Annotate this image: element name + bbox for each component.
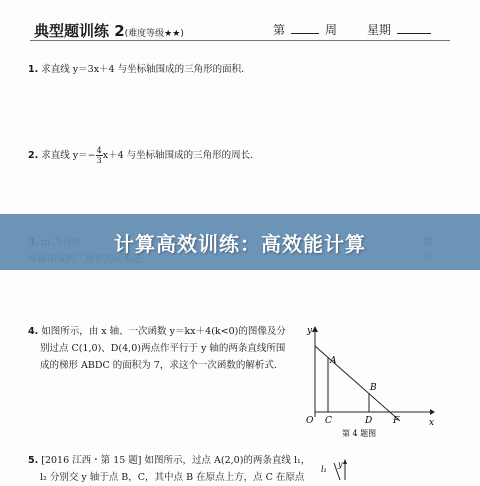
title-text: 典型题训练 2 (34, 22, 125, 40)
banner-text: 计算高效训练：高效能计算 (114, 231, 366, 256)
header-divider (30, 40, 450, 41)
week-blank (291, 21, 319, 34)
question-5 (28, 452, 338, 486)
label-d: D (365, 416, 373, 426)
question-line1: 如图所示，由 x 轴、一次函数 y＝kx＋4(k<0)的图像及分 (41, 326, 286, 337)
question-line1: [2016 江西・第 15 题] 如图所示，过点 A(2,0)的两条直线 l₁， (41, 455, 311, 466)
fraction-denominator: 3 (96, 156, 102, 165)
weekday-blank (397, 21, 431, 34)
label-b: B (370, 383, 377, 393)
y-axis-arrow (343, 459, 347, 464)
label-f: F (393, 416, 400, 426)
title-banner (0, 214, 480, 270)
difficulty-text: (难度等级★★) (124, 29, 184, 39)
figure-4 (290, 322, 440, 440)
question-line3: 成的梯形 ABDC 的面积为 7，求这个一次函数的解析式. (40, 360, 277, 371)
question-line2: 别过点 C(1,0)、D(4,0)两点作平行于 y 轴的两条直线所围 (40, 343, 286, 354)
label-l1: l₁ (321, 465, 327, 474)
question-text-before: 求直线 y＝− (41, 150, 96, 161)
question-number: 2. (28, 150, 39, 161)
label-y: y (307, 326, 313, 336)
label-o: O (306, 416, 314, 426)
label-c: C (325, 416, 332, 426)
question-line2: l₂ 分别交 y 轴于点 B，C，其中点 B 在原点上方，点 C 在原点 (40, 472, 305, 483)
figure-caption: 第 4 题图 (342, 429, 377, 438)
question-1 (28, 61, 244, 78)
label-a: A (330, 356, 337, 366)
figure-5-partial (318, 458, 358, 480)
week-suffix: 周 (325, 23, 338, 37)
week-label: 第 (273, 23, 286, 37)
weekday-label: 星期 (367, 23, 392, 37)
fraction (96, 146, 103, 165)
label-x: x (429, 418, 435, 428)
question-4 (28, 323, 298, 374)
worksheet-title (34, 20, 184, 41)
question-text-after: x＋4 与坐标轴围成的三角形的周长. (102, 150, 254, 161)
label-y: y (338, 460, 343, 469)
question-text: 求直线 y＝3x＋4 与坐标轴围成的三角形的面积. (41, 64, 245, 75)
question-2 (28, 146, 253, 165)
fraction-numerator: 4 (96, 146, 102, 155)
question-number: 5. (28, 455, 39, 466)
x-axis-arrow (430, 409, 435, 415)
question-number: 1. (28, 64, 39, 75)
date-fields (273, 21, 431, 38)
y-axis-arrow (312, 326, 318, 332)
question-number: 4. (28, 326, 39, 337)
